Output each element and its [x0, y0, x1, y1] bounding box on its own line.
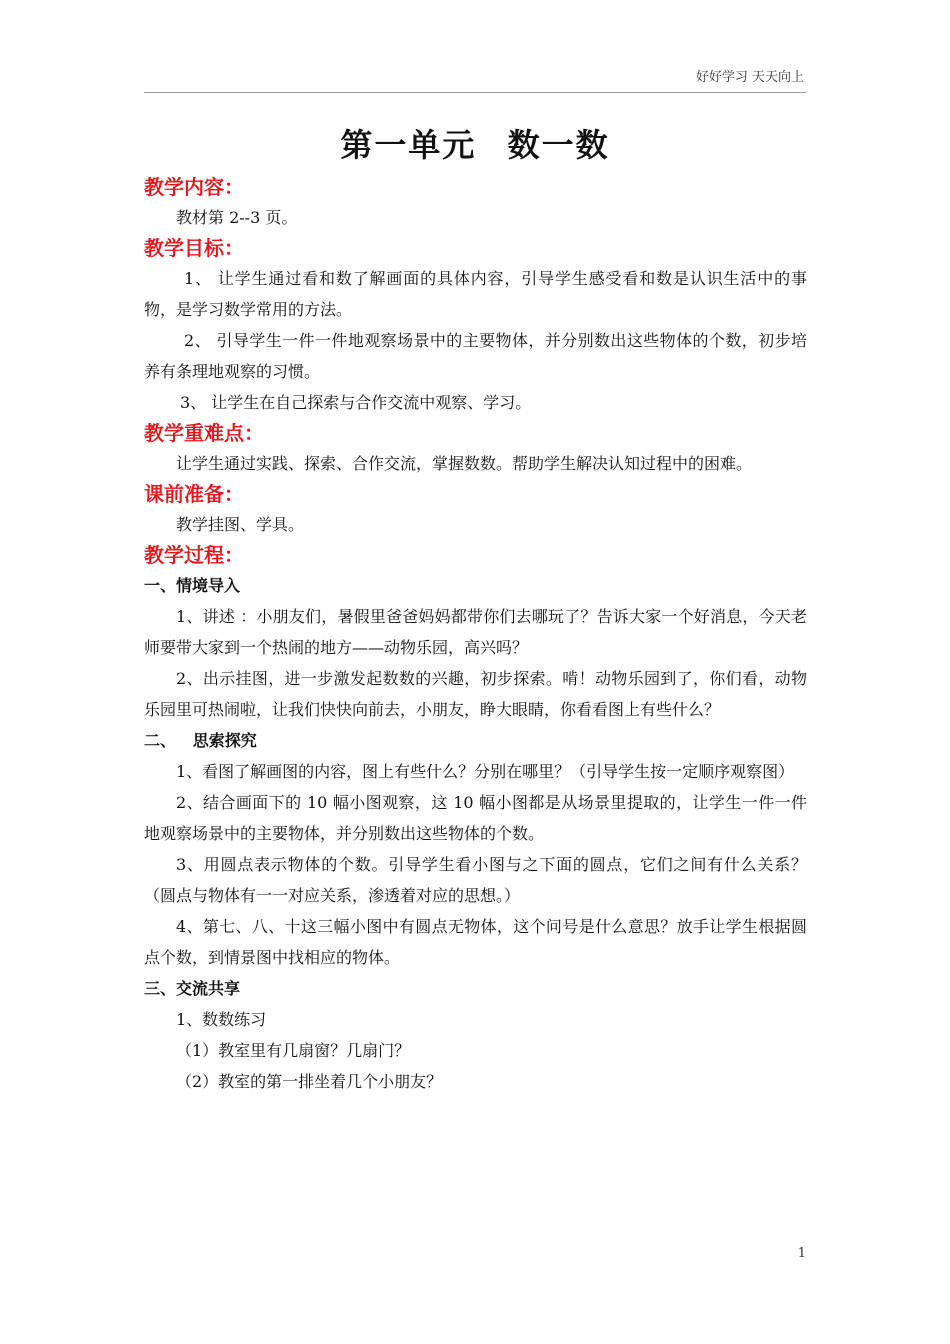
part3-item-1: 1、数数练习 [176, 1010, 267, 1029]
teaching-content-text: 教材第 2--3 页。 [176, 208, 298, 227]
header-divider [144, 92, 806, 93]
part1-item-1: 1、讲述 ：小朋友们，暑假里爸爸妈妈都带你们去哪玩了？告诉大家一个好消息，今天老师要带大家到一个热闹的地方——动物乐园，高兴吗？ [144, 607, 807, 657]
document-body [144, 172, 807, 1097]
process-part3-heading: 三、交流共享 [144, 979, 241, 998]
goal-item-3: 3、 让学生在自己探索与合作交流中观察、学习。 [180, 393, 532, 412]
process-part2-heading: 二、 思索探究 [144, 731, 257, 750]
heading-key-points: 教学重难点： [144, 421, 264, 445]
part3-item-2: （1）教室里有几扇窗？几扇门？ [176, 1041, 411, 1060]
heading-teaching-process: 教学过程： [144, 543, 244, 567]
page-header: 好好学习 天天向上 [695, 70, 804, 85]
preparation-text: 教学挂图、学具。 [176, 515, 305, 534]
page-number: 1 [797, 1246, 806, 1261]
document-title: 第一单元 数一数 [340, 126, 610, 164]
heading-teaching-content: 教学内容： [144, 175, 244, 199]
goal-item-1: 1、 让学生通过看和数了解画面的具体内容，引导学生感受看和数是认识生活中的事物，是学习数学常用的方法。 [144, 269, 807, 319]
part2-item-4: 4、第七、八、十这三幅小图中有圆点无物体，这个问号是什么意思？放手让学生根据圆点个数，到情景图中找相应的物体。 [144, 917, 807, 967]
key-points-text: 让学生通过实践、探索、合作交流，掌握数数。帮助学生解决认知过程中的困难。 [176, 454, 753, 473]
process-part1-heading: 一、情境导入 [144, 576, 241, 595]
part2-item-3: 3、用圆点表示物体的个数。引导学生看小图与之下面的圆点，它们之间有什么关系？（圆点与物体有一一对应关系，渗透着对应的思想。） [144, 855, 807, 905]
part2-item-1: 1、看图了解画图的内容，图上有些什么？分别在哪里？（引导学生按一定顺序观察图） [176, 762, 795, 781]
heading-preparation: 课前准备： [144, 482, 244, 506]
heading-teaching-goals: 教学目标： [144, 236, 244, 260]
part2-item-2: 2、结合画面下的 10 幅小图观察，这 10 幅小图都是从场景里提取的，让学生一件一件地观察场景中的主要物体，并分别数出这些物体的个数。 [144, 793, 807, 843]
goal-item-2: 2、 引导学生一件一件地观察场景中的主要物体，并分别数出这些物体的个数，初步培养有条理地观察的习惯。 [144, 331, 807, 381]
part3-item-3: （2）教室的第一排坐着几个小朋友？ [176, 1072, 443, 1091]
part1-item-2: 2、出示挂图，进一步激发起数数的兴趣，初步探索。啃！动物乐园到了，你们看，动物乐园里可热闹啦，让我们快快向前去，小朋友，睁大眼睛，你看看图上有些什么？ [144, 669, 807, 719]
